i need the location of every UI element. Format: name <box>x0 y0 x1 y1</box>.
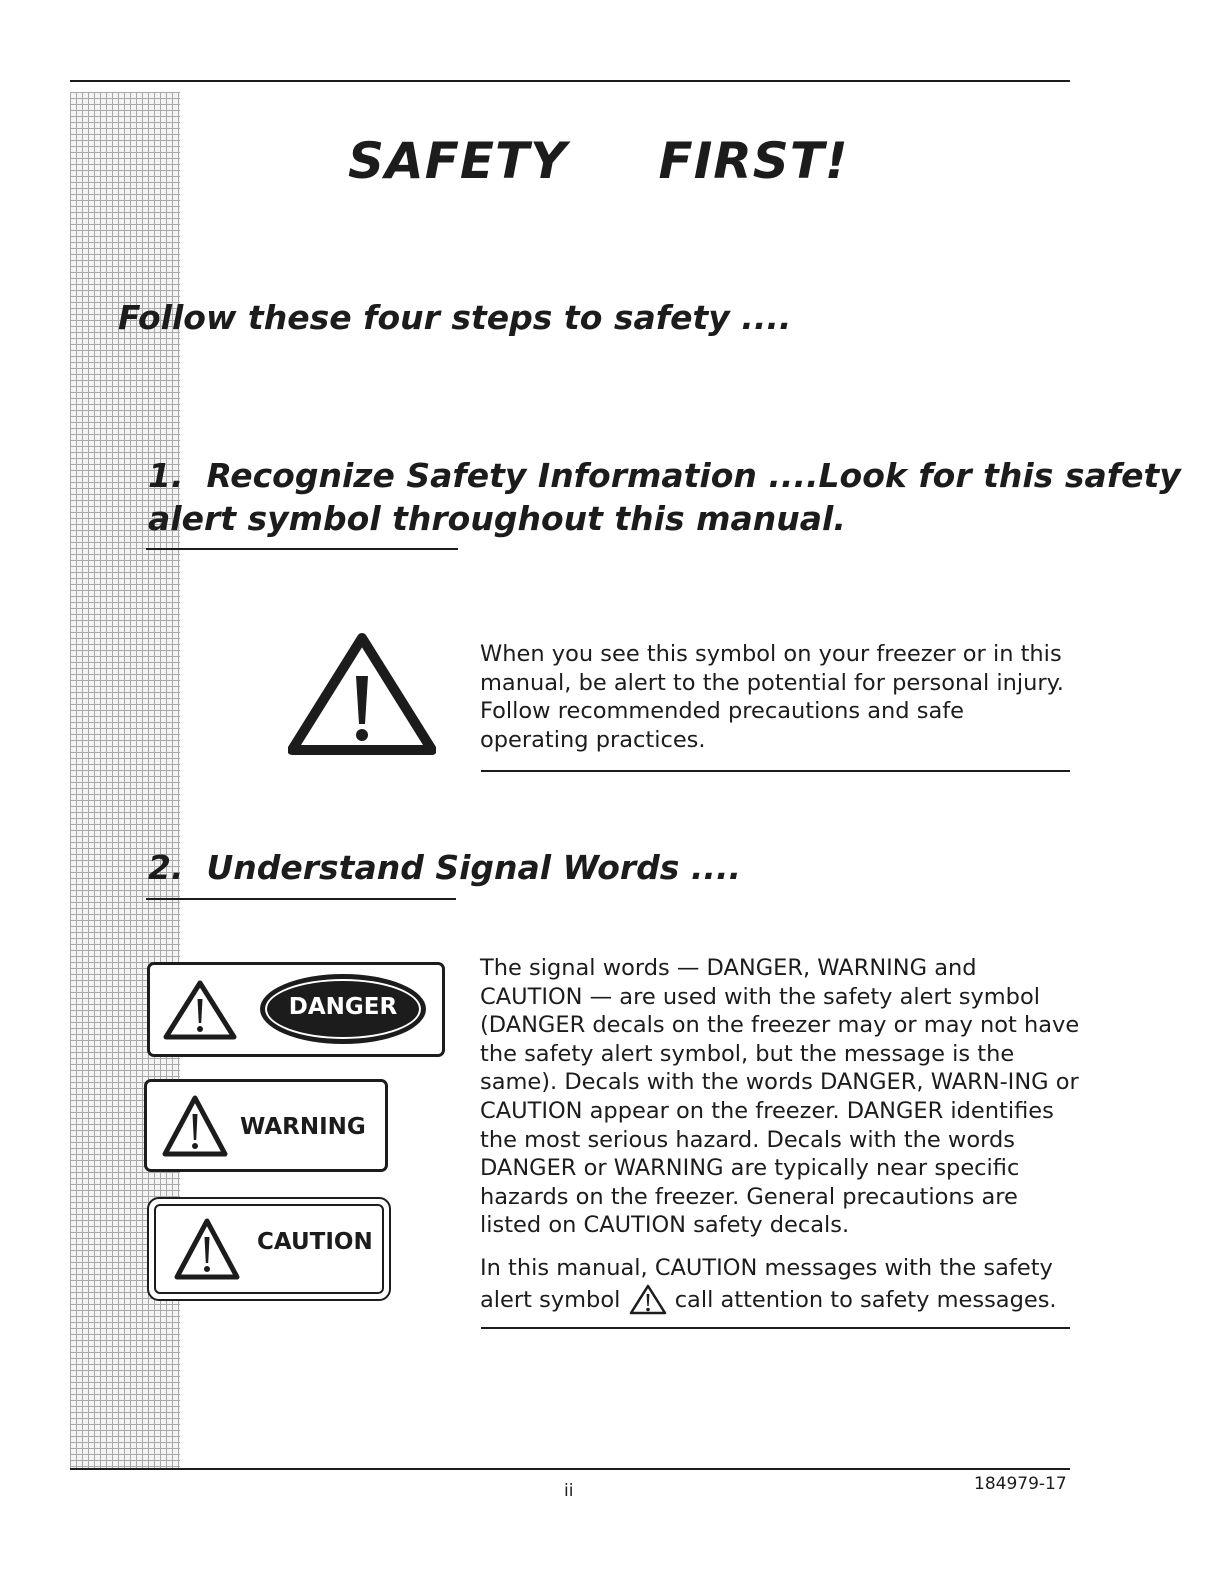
step2-paragraph2-after: call attention to safety messages. <box>674 1286 1057 1313</box>
warning-alert-triangle-icon <box>161 1094 229 1158</box>
step1-section-rule <box>481 770 1070 772</box>
step2-paragraph1: The signal words — DANGER, WARNING and CAUTION — are used with the safety alert symbol (DANGER decals on the freezer may or may not have the safety alert symbol, but the message is the same). Decals with the words DANGER, WARN-ING or CAUTION appear on the freezer. DANGER identifies the most serious hazard. Decals with the words DANGER or WARNING are typically near specific hazards on the freezer. General precautions are listed on CAUTION safety decals. <box>480 955 1080 1239</box>
step2-heading: 2. Understand Signal Words .... <box>148 848 742 887</box>
danger-oval-badge <box>260 974 426 1044</box>
step2-section-rule <box>481 1327 1070 1329</box>
step1-heading-line1: 1. Recognize Safety Information ....Look for this safety <box>148 456 1181 495</box>
step2-heading-underline <box>146 898 456 900</box>
step1-heading-underline <box>146 548 458 550</box>
bottom-rule <box>70 1468 1070 1470</box>
caution-alert-triangle-icon <box>173 1217 241 1281</box>
step1-heading-line2: alert symbol throughout this manual. <box>148 499 846 538</box>
page-subtitle: Follow these four steps to safety .... <box>118 298 792 337</box>
warning-label: WARNING <box>240 1114 366 1140</box>
step1-heading <box>148 454 1181 540</box>
warning-decal <box>144 1079 388 1172</box>
page-title: SAFETY FIRST! <box>348 132 849 190</box>
inline-safety-alert-icon <box>628 1283 668 1315</box>
danger-alert-triangle-icon <box>162 979 238 1041</box>
safety-alert-triangle-icon <box>288 632 436 756</box>
danger-label: DANGER <box>288 994 398 1020</box>
step2-paragraph2-before: In this manual, CAUTION messages with the safety alert symbol <box>480 1255 1053 1313</box>
step1-body: When you see this symbol on your freezer or in this manual, be alert to the potential for personal injury. Follow recommended precautions and safe operating practices. <box>480 641 1064 753</box>
danger-decal <box>147 962 445 1057</box>
page-number: ii <box>564 1481 574 1501</box>
caution-label: CAUTION <box>257 1229 373 1255</box>
step2-paragraph2 <box>480 1254 1065 1315</box>
caution-decal <box>147 1197 391 1301</box>
top-rule <box>70 80 1070 82</box>
document-number: 184979-17 <box>974 1474 1067 1494</box>
